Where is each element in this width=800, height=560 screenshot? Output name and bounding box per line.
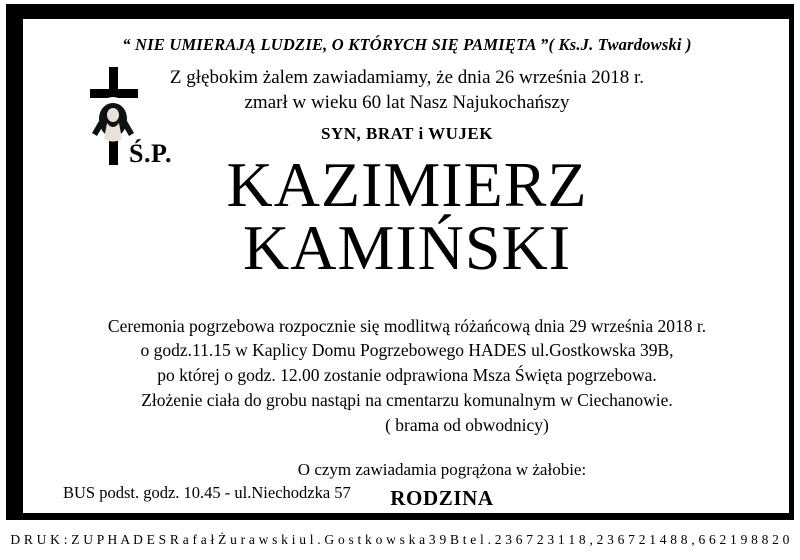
ceremony-line-1: Ceremonia pogrzebowa rozpocznie się modlitwą różańcową dnia 29 września 2018 r. (107, 315, 707, 336)
ceremony-line-2: o godz.11.15 w Kaplicy Domu Pogrzebowego HADES ul.Gostkowska 39B, (140, 340, 674, 361)
announcement-text: O czym zawiadamia pogrążona w żałobie: (297, 459, 587, 479)
intro-line-2: zmarł w wieku 60 lat Nasz Najukochańszy (244, 92, 570, 114)
ceremony-line-4: Złożenie ciała do grobu nastąpi na cmentarzu komunalnym w Ciechanowie. (141, 390, 673, 411)
memorial-quote: “ NIE UMIERAJĄ LUDZIE, O KTÓRYCH SIĘ PAMIĘTA ”( Ks.J. Twardowski ) (122, 35, 692, 54)
ceremony-line-5: ( brama od obwodnicy) (385, 414, 549, 435)
intro-line-1: Z głębokim żalem zawiadamiamy, że dnia 26 września 2018 r. (169, 67, 645, 88)
mourning-frame-inner (22, 18, 790, 514)
sp-abbreviation: Ś.P. (129, 139, 172, 168)
deceased-last-name: KAMIŃSKI (243, 211, 571, 283)
deceased-first-name: KAZIMIERZ (226, 149, 588, 221)
bus-info: BUS podst. godz. 10.45 - ul.Niechodzka 57 (63, 483, 351, 502)
mourning-frame-outer (6, 4, 794, 520)
family-signature: RODZINA (390, 485, 494, 510)
ceremony-line-3: po której o godz. 12.00 zostanie odprawiona Msza Święta pogrzebowa. (157, 365, 657, 386)
printer-footer: D R U K : Z U P H A D E S R a f a ł Ż u r a w s k i u l . G o s t k o w s k a 3 9 B t e l . 2 3 6 7 2 3 1 1 8 , 2 3 6 7 2 1 4 8 8 , 6 6 2 1 9 8 8 2 0 (10, 532, 790, 547)
relation-text: SYN, BRAT i WUJEK (321, 124, 493, 144)
ceremony-details (45, 314, 769, 438)
cross-and-sp-block (69, 65, 199, 175)
notice-content (23, 19, 791, 515)
